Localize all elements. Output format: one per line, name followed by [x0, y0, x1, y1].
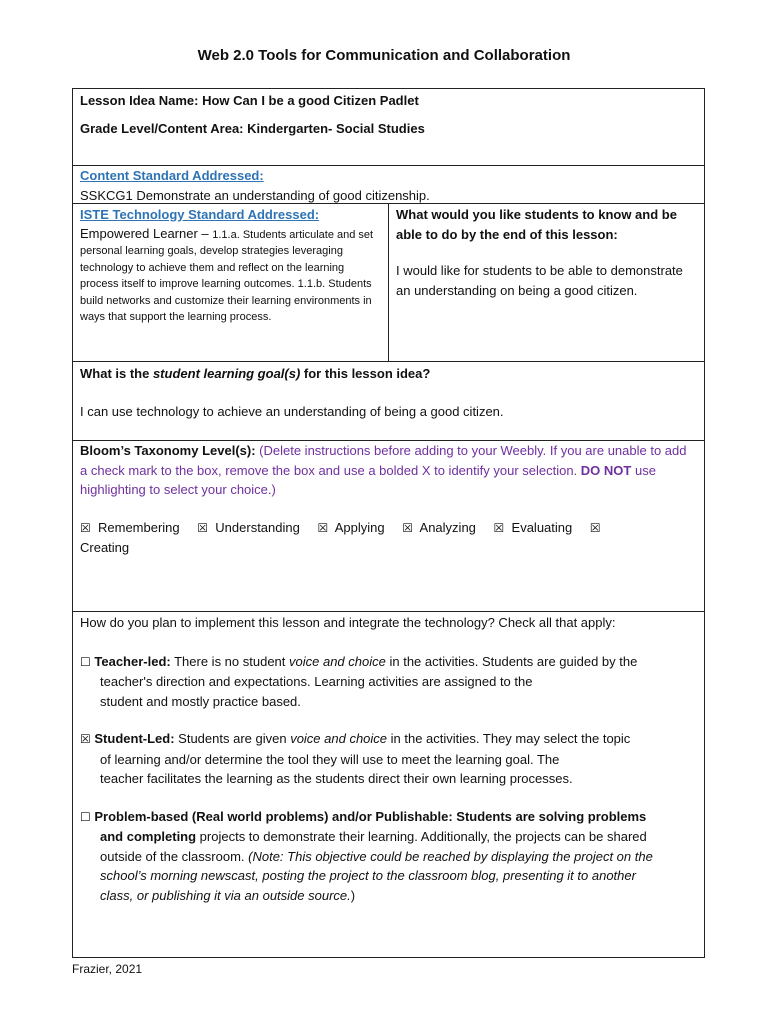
problem-based-text-3: outside of the classroom. — [100, 848, 249, 864]
bloom-level-label: Analyzing — [419, 519, 476, 535]
grade-level: Grade Level/Content Area: Kindergarten- Social Studies — [80, 120, 425, 136]
bloom-understanding[interactable] — [197, 520, 300, 535]
teacher-led-option[interactable] — [80, 652, 697, 712]
content-standard-text: SSKCG1 Demonstrate an understanding of good citizenship. — [80, 187, 430, 203]
problem-based-note-3: class, or publishing it via an outside source. — [100, 887, 351, 903]
student-led-text-2: in the activities. They may select the topic — [387, 731, 631, 746]
lesson-plan-table — [72, 88, 705, 958]
teacher-led-line-3: student and mostly practice based. — [100, 693, 301, 709]
bloom-evaluating[interactable] — [494, 520, 573, 535]
checkbox-checked-icon[interactable]: ☒ — [80, 732, 91, 746]
goal-question — [80, 364, 697, 384]
teacher-led-text-1: There is no student — [170, 653, 290, 669]
student-led-label: Student-Led: — [94, 731, 175, 746]
bloom-instr-end: use highlighting to select your choice.) — [80, 462, 656, 497]
teacher-led-italic: voice and choice — [289, 653, 386, 669]
iste-text: 1.1.a. Students articulate and set personal learning goals, develop strategies leveraging technology to achieve them and reflect on the learning process itself to improve learning outcomes. 1.1.b. Students build networks and customize their learning environments in ways that support the learning process. — [80, 228, 374, 323]
teacher-led-text-2: in the activities. Students are guided by the — [385, 653, 638, 669]
footer-author: Frazier, 2021 — [72, 962, 143, 976]
bloom-level-label: Creating — [80, 540, 130, 555]
implement-question: How do you plan to implement this lesson and integrate the technology? Check all that apply: — [80, 615, 616, 630]
checkbox-icon: ☒ — [402, 520, 414, 535]
problem-based-option[interactable] — [80, 807, 697, 906]
goal-q-italic: student learning goal(s) — [152, 366, 301, 381]
bloom-level-label: Remembering — [98, 519, 180, 535]
goal-answer: I can use technology to achieve an understanding of being a good citizen. — [80, 403, 504, 419]
document-title: Web 2.0 Tools for Communication and Collaboration — [197, 47, 571, 64]
lesson-idea-name: Lesson Idea Name: How Can I be a good Citizen Padlet — [80, 93, 419, 108]
problem-based-note-1: (Note: This objective could be reached by displaying the project on the — [248, 848, 653, 864]
student-led-text-1: Students are given — [174, 731, 291, 746]
problem-based-paren: ) — [350, 887, 356, 903]
checkbox-empty-icon[interactable]: ☐ — [80, 654, 91, 669]
implement-row — [73, 612, 704, 957]
bloom-level-label: Understanding — [215, 519, 300, 535]
checkbox-icon: ☒ — [80, 520, 91, 535]
know-answer: I would like for students to be able to demonstrate an understanding on being a good citizen. — [396, 263, 683, 298]
goal-q-suffix: for this lesson idea? — [300, 366, 431, 381]
student-led-line-3: teacher facilitates the learning as the students direct their own learning processes. — [100, 771, 573, 786]
checkbox-icon: ☒ — [589, 520, 601, 535]
problem-based-label-2: and completing — [100, 829, 197, 844]
lesson-info-row — [73, 89, 704, 166]
student-led-line-2: of learning and/or determine the tool they will use to meet the learning goal. The — [100, 751, 560, 767]
iste-lead: Empowered Learner – — [80, 225, 213, 241]
bloom-row — [73, 441, 704, 612]
bloom-remembering[interactable] — [80, 520, 180, 535]
iste-cell — [73, 204, 389, 361]
student-led-option[interactable] — [80, 729, 697, 789]
problem-based-text-2: projects to demonstrate their learning. Additionally, the projects can be shared — [196, 829, 647, 844]
content-standard-heading: Content Standard Addressed: — [80, 168, 264, 183]
iste-heading: ISTE Technology Standard Addressed: — [80, 207, 320, 222]
bloom-instr-text: (Delete instructions before adding to your Weebly. If you are unable to add a check mark to the box, remove the box and use a bolded X to identify your selection. — [80, 443, 687, 478]
content-standard-row — [73, 166, 704, 204]
iste-row — [73, 204, 704, 362]
bloom-instructions — [80, 441, 697, 500]
bloom-levels — [80, 518, 697, 558]
know-cell — [389, 204, 704, 361]
goal-q-prefix: What is the — [80, 366, 153, 381]
bloom-analyzing[interactable] — [402, 520, 476, 535]
checkbox-icon: ☒ — [317, 520, 329, 535]
know-question: What would you like students to know and be able to do by the end of this lesson: — [396, 207, 677, 242]
checkbox-icon: ☒ — [197, 520, 209, 535]
problem-based-label: Problem-based (Real world problems) and/or Publishable: Students are solving problems — [94, 808, 647, 824]
checkbox-empty-icon[interactable]: ☐ — [80, 809, 91, 824]
bloom-level-label: Evaluating — [511, 519, 573, 535]
student-led-italic: voice and choice — [290, 731, 388, 746]
problem-based-note-2: school’s morning newscast, posting the project to the classroom blog, presenting it to another — [100, 868, 636, 883]
teacher-led-label: Teacher-led: — [94, 653, 171, 669]
teacher-led-line-2: teacher's direction and expectations. Learning activities are assigned to the — [100, 674, 533, 689]
bloom-applying[interactable] — [317, 520, 384, 535]
checkbox-icon: ☒ — [493, 520, 505, 535]
bloom-do-not: DO NOT — [580, 462, 632, 478]
bloom-label: Bloom’s Taxonomy Level(s): — [80, 443, 260, 458]
bloom-level-label: Applying — [334, 519, 385, 535]
goal-row — [73, 362, 704, 441]
